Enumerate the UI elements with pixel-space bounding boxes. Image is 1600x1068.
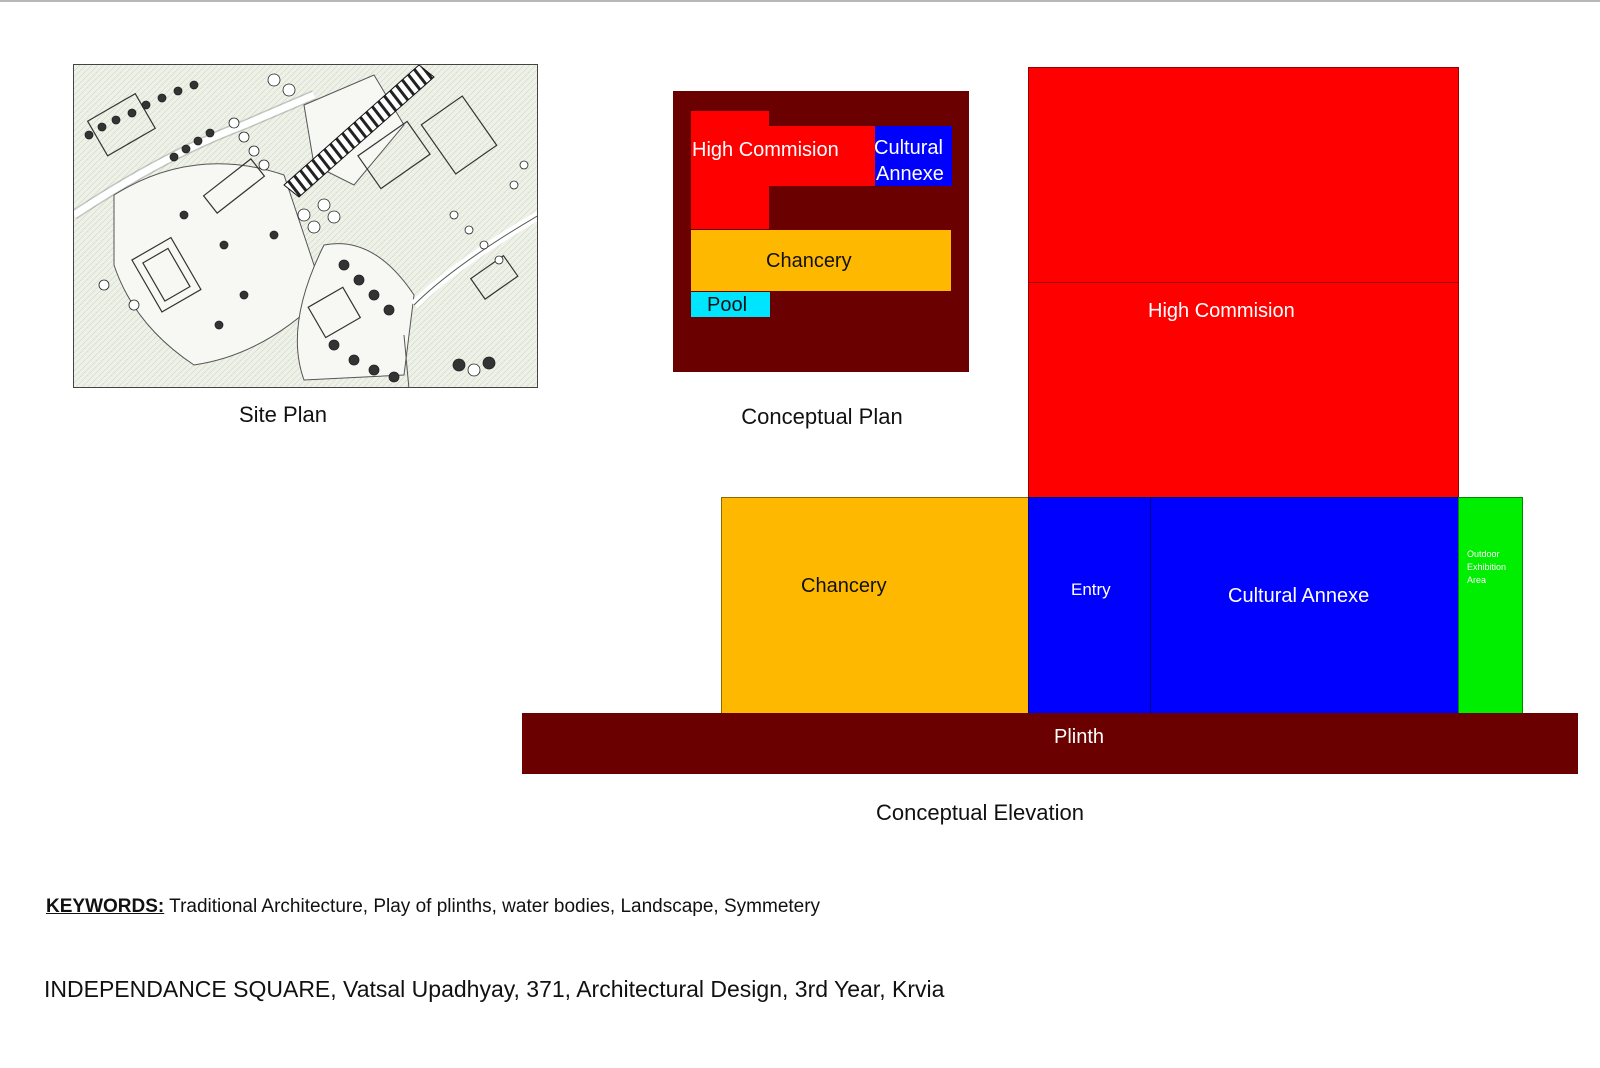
plan-cultural-annexe-label-line1: Cultural (874, 137, 943, 159)
elevation-plinth-block (522, 713, 1578, 774)
conceptual-elevation-caption: Conceptual Elevation (876, 800, 1084, 825)
elevation-outdoor-label-line3: Area (1467, 575, 1487, 585)
project-credit: INDEPENDANCE SQUARE, Vatsal Upadhyay, 371, Architectural Design, 3rd Year, Krvia (44, 976, 945, 1002)
elevation-outdoor-label-line1: Outdoor (1467, 549, 1500, 559)
plan-chancery-label: Chancery (766, 250, 852, 272)
elevation-plinth-label: Plinth (1054, 726, 1105, 748)
top-rule (0, 0, 1600, 2)
keywords-text: Traditional Architecture, Play of plinths, water bodies, Landscape, Symmetery (169, 896, 821, 917)
elevation-chancery-block (721, 497, 1029, 714)
site-plan-drawing (73, 64, 538, 388)
elevation-outdoor-exhibition-block (1458, 497, 1523, 714)
site-plan-caption: Site Plan (238, 402, 328, 427)
elevation-chancery-label: Chancery (801, 575, 887, 597)
elevation-outdoor-label-line2: Exhibition (1467, 562, 1507, 572)
elevation-high-commision-upper (1028, 67, 1459, 283)
elevation-cultural-annexe-label: Cultural Annexe (1228, 585, 1370, 607)
plan-high-commision-block (691, 111, 769, 229)
site-plan-svg (74, 65, 538, 388)
elevation-entry-block (1028, 497, 1151, 714)
elevation-high-commision-label: High Commision (1148, 300, 1295, 322)
elevation-entry-label: Entry (1071, 580, 1111, 599)
keywords-label: KEYWORDS: (46, 896, 165, 917)
keywords-line (46, 896, 820, 918)
plan-high-commision-label: High Commision (692, 139, 839, 161)
conceptual-plan-caption: Conceptual Plan (741, 404, 903, 429)
plan-pool-label: Pool (707, 294, 748, 316)
plan-cultural-annexe-label-line2: Annexe (876, 163, 944, 185)
